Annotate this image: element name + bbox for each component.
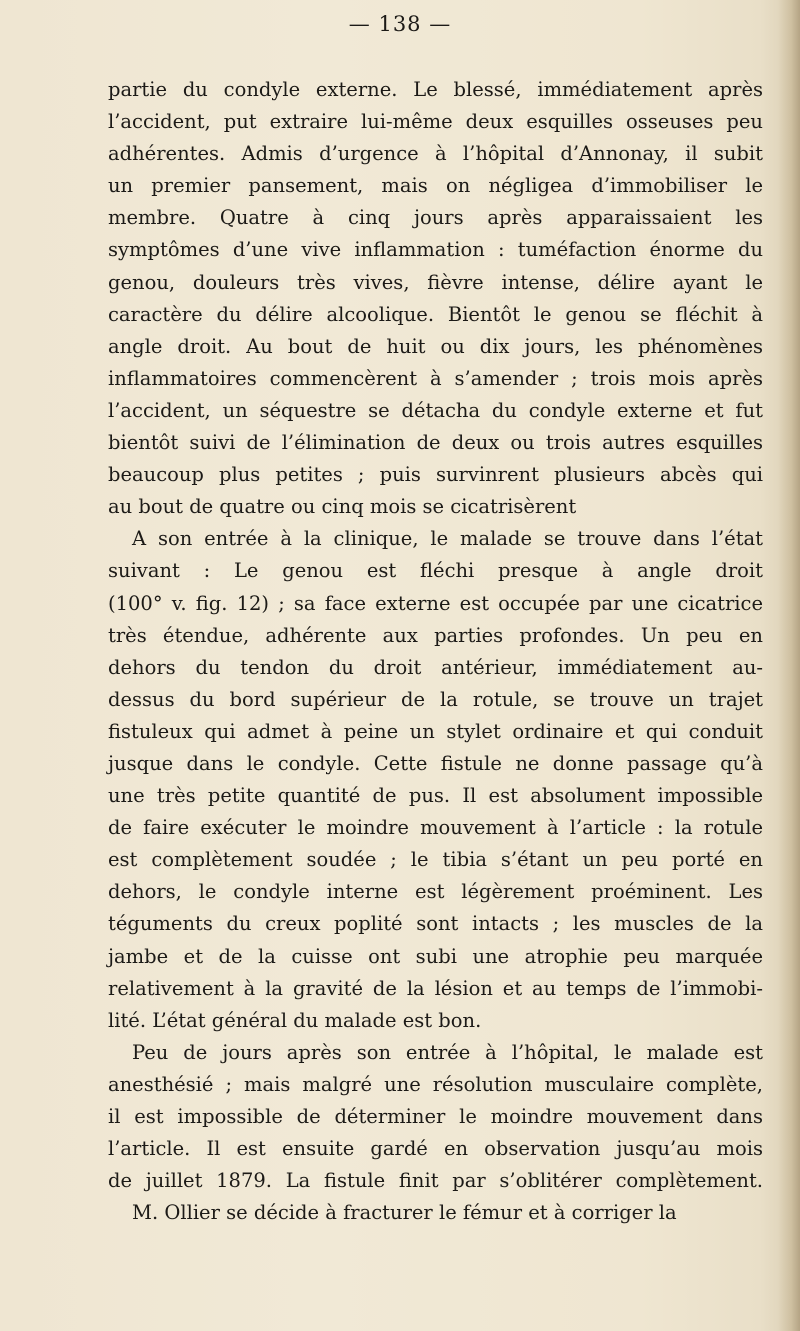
text-line: lité. L’état général du malade est bon. xyxy=(108,1008,482,1032)
text-line: l’article. Il est ensuite gardé en observation jusqu’au mois xyxy=(108,1137,763,1161)
text-line: partie du condyle externe. Le blessé, immédiatement après xyxy=(108,78,763,101)
text-line: anesthésié ; mais malgré une résolution musculaire complète, xyxy=(108,1072,763,1096)
text-line: de juillet 1879. La fistule finit par s’oblitérer complètement. xyxy=(108,1169,763,1193)
text-line: un premier pansement, mais on négligea d’immobiliser le xyxy=(108,174,763,198)
body-text xyxy=(108,74,763,1229)
text-line: membre. Quatre à cinq jours après apparaissaient les xyxy=(108,206,763,230)
text-line: genou, douleurs très vives, fièvre intense, délire ayant le xyxy=(108,270,763,294)
text-line: beaucoup plus petites ; puis survinrent plusieurs abcès qui xyxy=(108,463,763,487)
text-line: dessus du bord supérieur de la rotule, se trouve un trajet xyxy=(108,687,763,711)
text-line: l’accident, un séquestre se détacha du condyle externe et fut xyxy=(108,398,763,422)
text-line: jusque dans le condyle. Cette fistule ne donne passage qu’à xyxy=(108,751,763,775)
text-line: caractère du délire alcoolique. Bientôt le genou se fléchit à xyxy=(108,302,763,326)
text-line: dehors du tendon du droit antérieur, immédiatement au- xyxy=(108,655,763,679)
text-line: symptômes d’une vive inflammation : tuméfaction énorme du xyxy=(108,238,763,262)
text-line: au bout de quatre ou cinq mois se cicatrisèrent xyxy=(108,495,577,519)
text-line: est complètement soudée ; le tibia s’étant un peu porté en xyxy=(108,848,763,872)
page-number: — 138 — xyxy=(348,12,452,36)
text-line: l’accident, put extraire lui-même deux esquilles osseuses peu xyxy=(108,110,763,134)
page-edge-shadow xyxy=(778,0,800,1331)
text-line: dehors, le condyle interne est légèrement proéminent. Les xyxy=(108,880,763,904)
text-line: M. Ollier se décide à fracturer le fémur et à corriger la xyxy=(132,1201,677,1225)
text-line: fistuleux qui admet à peine un stylet ordinaire et qui conduit xyxy=(108,719,763,743)
text-line: angle droit. Au bout de huit ou dix jours, les phénomènes xyxy=(108,334,763,358)
text-line: bientôt suivi de l’élimination de deux ou trois autres esquilles xyxy=(108,431,763,455)
text-line: Peu de jours après son entrée à l’hôpital, le malade est xyxy=(132,1040,763,1064)
text-line: de faire exécuter le moindre mouvement à l’article : la rotule xyxy=(108,816,763,840)
text-line: une très petite quantité de pus. Il est absolument impossible xyxy=(108,784,763,808)
text-line: (100° v. fig. 12) ; sa face externe est occupée par une cicatrice xyxy=(108,591,763,615)
text-line: relativement à la gravité de la lésion et au temps de l’immobi- xyxy=(108,976,763,1000)
text-line: A son entrée à la clinique, le malade se trouve dans l’état xyxy=(132,527,763,551)
text-line: il est impossible de déterminer le moindre mouvement dans xyxy=(108,1105,763,1128)
text-line: très étendue, adhérente aux parties profondes. Un peu en xyxy=(108,623,763,647)
text-line: suivant : Le genou est fléchi presque à angle droit xyxy=(108,559,763,583)
text-line: inflammatoires commencèrent à s’amender ; trois mois après xyxy=(108,366,763,390)
text-line: jambe et de la cuisse ont subi une atrophie peu marquée xyxy=(108,944,763,968)
text-line: téguments du creux poplité sont intacts ; les muscles de la xyxy=(108,912,763,936)
text-line: adhérentes. Admis d’urgence à l’hôpital d’Annonay, il subit xyxy=(108,142,763,166)
